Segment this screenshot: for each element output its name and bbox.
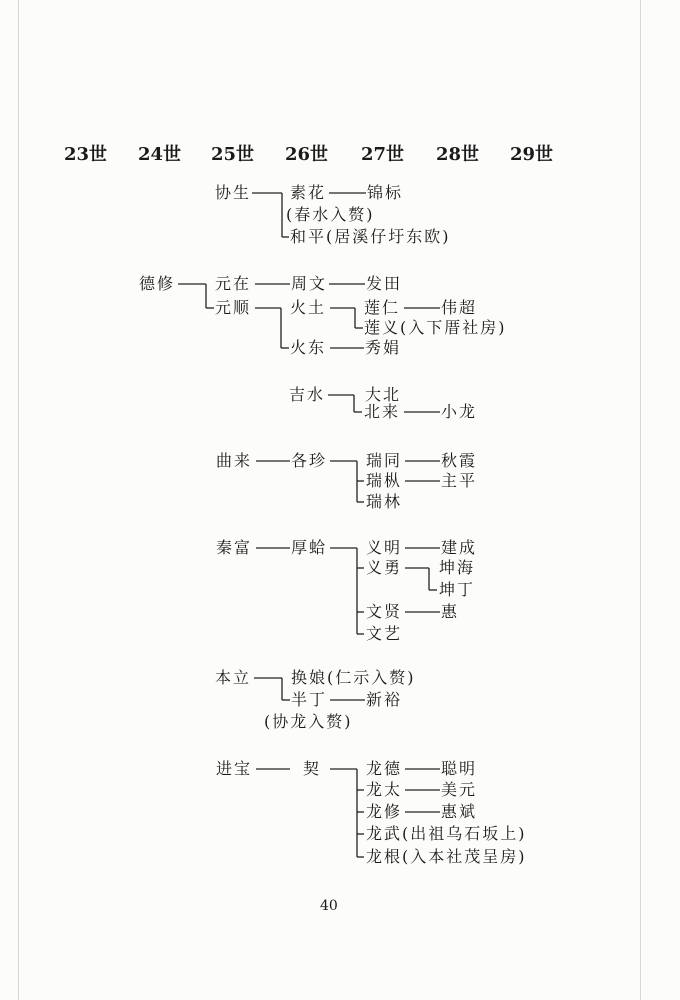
person-name: 坤丁 <box>439 580 476 599</box>
person-name: 莲仁 <box>364 298 401 317</box>
person-name: 本立 <box>215 668 252 687</box>
person-name: 换娘(仁示入赘) <box>291 668 416 687</box>
person-name: 聪明 <box>441 759 478 778</box>
person-name: 火土 <box>290 298 327 317</box>
generation-28: 28世 <box>436 144 480 165</box>
person-name: 龙根(入本社茂呈房) <box>366 847 527 866</box>
generation-27: 27世 <box>361 144 405 165</box>
person-name: 瑞枞 <box>366 471 403 490</box>
person-name: 美元 <box>441 780 478 799</box>
person-name: 发田 <box>366 274 403 293</box>
person-name: 半丁 <box>291 690 328 709</box>
person-name: 瑞同 <box>366 451 403 470</box>
person-name: 大北 <box>365 385 402 404</box>
person-name: 瑞林 <box>366 492 403 511</box>
person-name: 龙武(出祖乌石坂上) <box>366 824 527 843</box>
person-name: 锦标 <box>367 183 404 202</box>
person-name: 莲义(入下厝社房) <box>364 318 507 337</box>
generation-23: 23世 <box>64 144 108 165</box>
person-name: 秋霞 <box>441 451 478 470</box>
person-name: 伟超 <box>441 298 478 317</box>
person-name: 文艺 <box>366 624 403 643</box>
person-name: 主平 <box>441 471 478 490</box>
person-name: 文贤 <box>366 602 403 621</box>
person-name: 惠斌 <box>441 802 478 821</box>
annotation: (春水入赘) <box>286 205 375 224</box>
person-name: 元顺 <box>215 298 252 317</box>
person-name: 龙太 <box>366 780 403 799</box>
generation-26: 26世 <box>285 144 329 165</box>
person-name: 厚蛤 <box>291 538 328 557</box>
person-name: 火东 <box>290 338 327 357</box>
person-name: 义明 <box>366 538 403 557</box>
person-name: 坤海 <box>439 558 476 577</box>
generation-29: 29世 <box>510 144 554 165</box>
person-name: 周文 <box>291 274 328 293</box>
person-name: 北来 <box>364 402 401 421</box>
person-name: 惠 <box>441 602 460 621</box>
person-name: 吉水 <box>289 385 326 404</box>
person-name: 建成 <box>441 538 478 557</box>
person-name: 龙修 <box>366 802 403 821</box>
person-name: 德修 <box>139 274 176 293</box>
person-name: 曲来 <box>216 451 253 470</box>
person-name: 新裕 <box>366 690 403 709</box>
annotation: (协龙入赘) <box>264 712 353 731</box>
person-name: 和平(居溪仔圩东欧) <box>290 227 451 246</box>
person-name: 契 <box>303 759 322 778</box>
person-name: 秦富 <box>216 538 253 557</box>
person-name: 龙德 <box>366 759 403 778</box>
person-name: 素花 <box>290 183 327 202</box>
page-number: 40 <box>320 898 338 914</box>
person-name: 义勇 <box>366 558 403 577</box>
generation-24: 24世 <box>138 144 182 165</box>
generation-25: 25世 <box>211 144 255 165</box>
person-name: 元在 <box>215 274 252 293</box>
person-name: 小龙 <box>441 402 478 421</box>
person-name: 各珍 <box>291 451 328 470</box>
person-name: 进宝 <box>216 759 253 778</box>
person-name: 秀娟 <box>365 338 402 357</box>
person-name: 协生 <box>215 183 252 202</box>
